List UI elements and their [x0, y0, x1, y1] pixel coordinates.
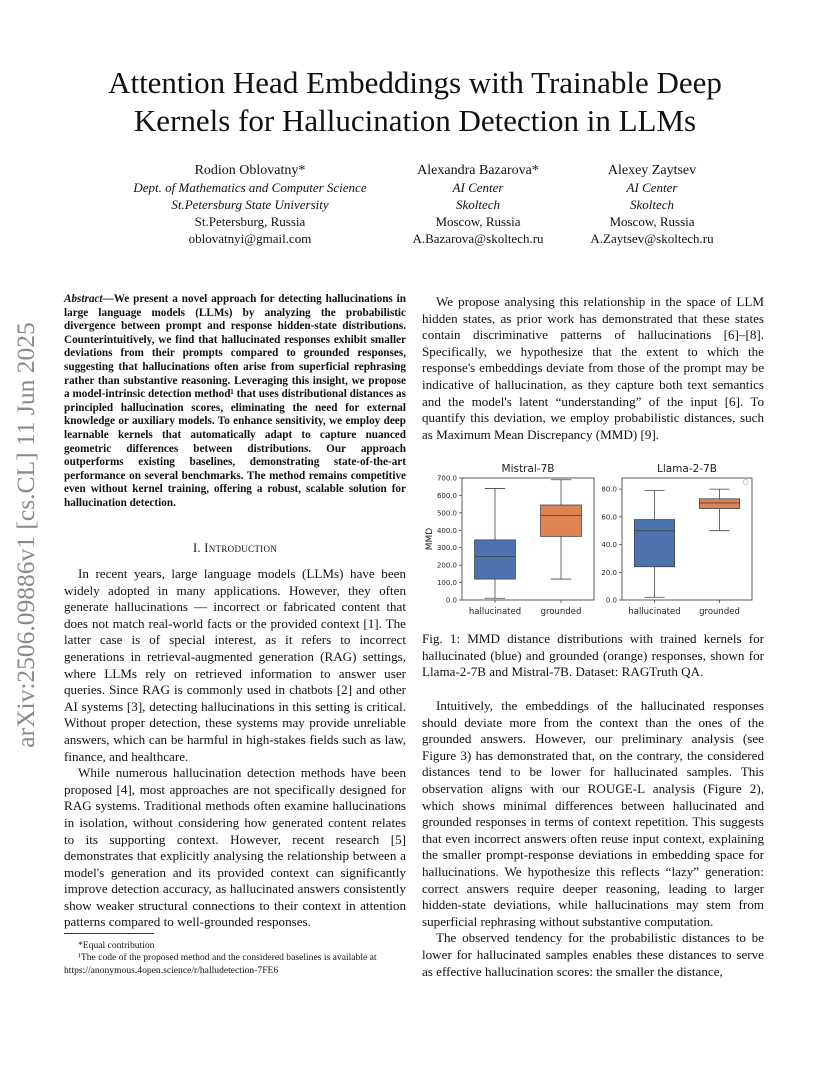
- author-location: Moscow, Russia: [609, 214, 695, 229]
- x-tick-label: hallucinated: [468, 607, 522, 617]
- x-tick-label: grounded: [540, 607, 582, 617]
- arxiv-label: arXiv:2506.09886v1 [cs.CL] 11 Jun 2025: [11, 322, 40, 748]
- author-email: A.Bazarova@skoltech.ru: [412, 231, 544, 246]
- author-location: Moscow, Russia: [435, 214, 521, 229]
- author-institution: St.Petersburg State University: [171, 197, 329, 212]
- paragraph: We propose analysing this relationship in the space of LLM hidden states, as prior work has demonstrated that these states contain discriminative patterns of hallucinations [6]–[8]. Specifically, we hypothesize that the extent to which the response's embeddings deviate from those of the prompt may be indicative of hallucination, as they capture both text semantics and the model's latent “understanding” of the input [6]. To quantify this deviation, we employ probabilistic distances, such as Maximum Mean Discrepancy (MMD) [9].: [422, 294, 764, 442]
- paragraph: In recent years, large language models (LLMs) have been widely adopted in many applications. However, they often generate hallucinations — incorrect or fabricated content that does not match real-world facts or the provided context [1]. The latter case is of special interest, as it refers to incorrect generations in retrieval-augmented generation (RAG) settings, where LLMs rely on retrieved information to answer user queries. Since RAG is commonly used in chatbots [2] and other AI systems [3], detecting hallucinations in this setting is critical. Without proper detection, these systems may provide unreliable answers, which can be harmful in high-stakes fields such as law, finance, and healthcare.: [64, 566, 406, 764]
- author-location: St.Petersburg, Russia: [194, 214, 306, 229]
- author-affiliation: AI Center: [452, 180, 504, 195]
- section-heading: [64, 541, 406, 556]
- y-tick-label: 0.0: [605, 596, 617, 605]
- author-name: Rodion Oblovatny*: [194, 163, 306, 178]
- box-hallucinated: [475, 540, 516, 579]
- y-tick-label: 60.0: [601, 513, 617, 522]
- author-institution: Skoltech: [455, 197, 501, 212]
- y-tick-label: 200.0: [436, 561, 457, 570]
- y-tick-label: 300.0: [436, 544, 457, 553]
- author-institution: Skoltech: [629, 197, 675, 212]
- chart-title: Mistral-7B: [501, 463, 555, 475]
- section-number: I.: [192, 541, 205, 555]
- y-tick-label: 0.0: [445, 596, 457, 605]
- y-tick-label: 500.0: [436, 509, 457, 518]
- footnote: *Equal contribution: [78, 940, 155, 951]
- chart-title: Llama-2-7B: [656, 463, 718, 475]
- y-tick-label: 80.0: [601, 485, 617, 494]
- author-name: Alexandra Bazarova*: [417, 163, 539, 178]
- abstract-text: —We present a novel approach for detecting hallucinations in large language models (LLMs) by analyzing the probabilistic divergence between prompt and response hidden-state distributions. Counterintuitively, we find that hallucinated responses exhibit smaller deviations from their prompts compared to grounded responses, suggesting that hallucinations often arise from superficial rephrasing rather than substantive reasoning. Leveraging this insight, we propose a model-intrinsic detection method¹ that uses distributional distances as principled hallucination scores, eliminating the need for external knowledge or auxiliary models. To enhance sensitivity, we employ deep learnable kernels that automatically adapt to capture nuanced geometric differences between distributions. Our approach outperforms existing baselines, demonstrating state-of-the-art performance on several benchmarks. The method remains competitive even without kernel training, offering a robust, scalable solution for hallucination detection.: [64, 293, 406, 509]
- footnotes: [64, 933, 406, 977]
- author-affiliation: Dept. of Mathematics and Computer Science: [133, 180, 367, 195]
- footnote: ¹The code of the proposed method and the considered baselines is available at https://anonymous.4open.science/r/halludetection-7FE6: [64, 952, 377, 976]
- paragraph: While numerous hallucination detection methods have been proposed [4], most approaches are not specifically designed for RAG systems. Traditional methods often examine hallucinations in isolation, without considering how generated content relates to its supporting context. However, recent research [5] demonstrates that explicitly analysing the relationship between a model's generation and its provided context can significantly improve detection accuracy, as hallucinated answers consistently show weaker structural connections to their context in attention patterns compared to well-grounded responses.: [64, 765, 406, 930]
- box-hallucinated: [634, 520, 674, 567]
- y-tick-label: 600.0: [436, 491, 457, 500]
- figure-caption: Fig. 1: MMD distance distributions with trained kernels for hallucinated (blue) and grounded (orange) responses, shown for Llama-2-7B and Mistral-7B. Dataset: RAGTruth QA.: [422, 631, 764, 680]
- section-title: Introduction: [204, 541, 278, 555]
- author-2: [396, 162, 560, 247]
- y-tick-label: 40.0: [601, 541, 617, 550]
- author-3: [576, 162, 728, 247]
- right-column-text-top: [422, 294, 764, 443]
- paragraph: Intuitively, the embeddings of the hallucinated responses should deviate more from the context than the ones of the grounded answers. However, our preliminary analysis (see Figure 3) has demonstrated that, on the contrary, the considered distances tend to be lower for hallucinated samples. This observation aligns with our ROUGE-L analysis (Figure 2), which shows minimal differences between hallucinated and grounded responses in terms of context repetition. This suggests that even incorrect answers often reuse input context, explaining the smaller prompt-response deviations in embedding space for hallucinations. We hypothesize this reflects “lazy” generation: correct answers require deeper reasoning, leading to larger hidden-state deviations, while hallucinations may stem from superficial rephrasing without substantive computation.: [422, 698, 764, 929]
- arxiv-identifier: [4, 300, 48, 770]
- paper-title: Attention Head Embeddings with Trainable Deep Kernels for Hallucination Detection in LLMs: [108, 65, 722, 138]
- abstract: [64, 293, 406, 511]
- author-1: [92, 162, 408, 247]
- y-tick-label: 20.0: [601, 568, 617, 577]
- y-tick-label: 700.0: [436, 474, 457, 483]
- box-grounded: [541, 505, 582, 536]
- author-affiliation: AI Center: [626, 180, 678, 195]
- author-email: oblovatnyi@gmail.com: [188, 231, 312, 246]
- introduction-text: [64, 566, 406, 931]
- author-email: A.Zaytsev@skoltech.ru: [590, 231, 714, 246]
- author-name: Alexey Zaytsev: [607, 163, 697, 178]
- box-grounded: [699, 499, 739, 509]
- y-tick-label: 100.0: [436, 579, 457, 588]
- x-tick-label: grounded: [699, 607, 740, 617]
- paragraph: The observed tendency for the probabilistic distances to be lower for hallucinated samples enables these distances to serve as effective hallucination scores: the smaller the distance,: [422, 930, 764, 979]
- footnote-rule: [64, 933, 154, 934]
- boxplot-figure: [422, 458, 764, 626]
- abstract-lead: Abstract: [64, 293, 103, 305]
- y-axis-label: MMD: [425, 527, 435, 551]
- y-tick-label: 400.0: [436, 526, 457, 535]
- right-column-text-bottom: [422, 698, 764, 980]
- outlier-point: [743, 480, 748, 485]
- plot-frame: [462, 478, 594, 600]
- x-tick-label: hallucinated: [628, 607, 681, 617]
- figure-1: [422, 458, 764, 626]
